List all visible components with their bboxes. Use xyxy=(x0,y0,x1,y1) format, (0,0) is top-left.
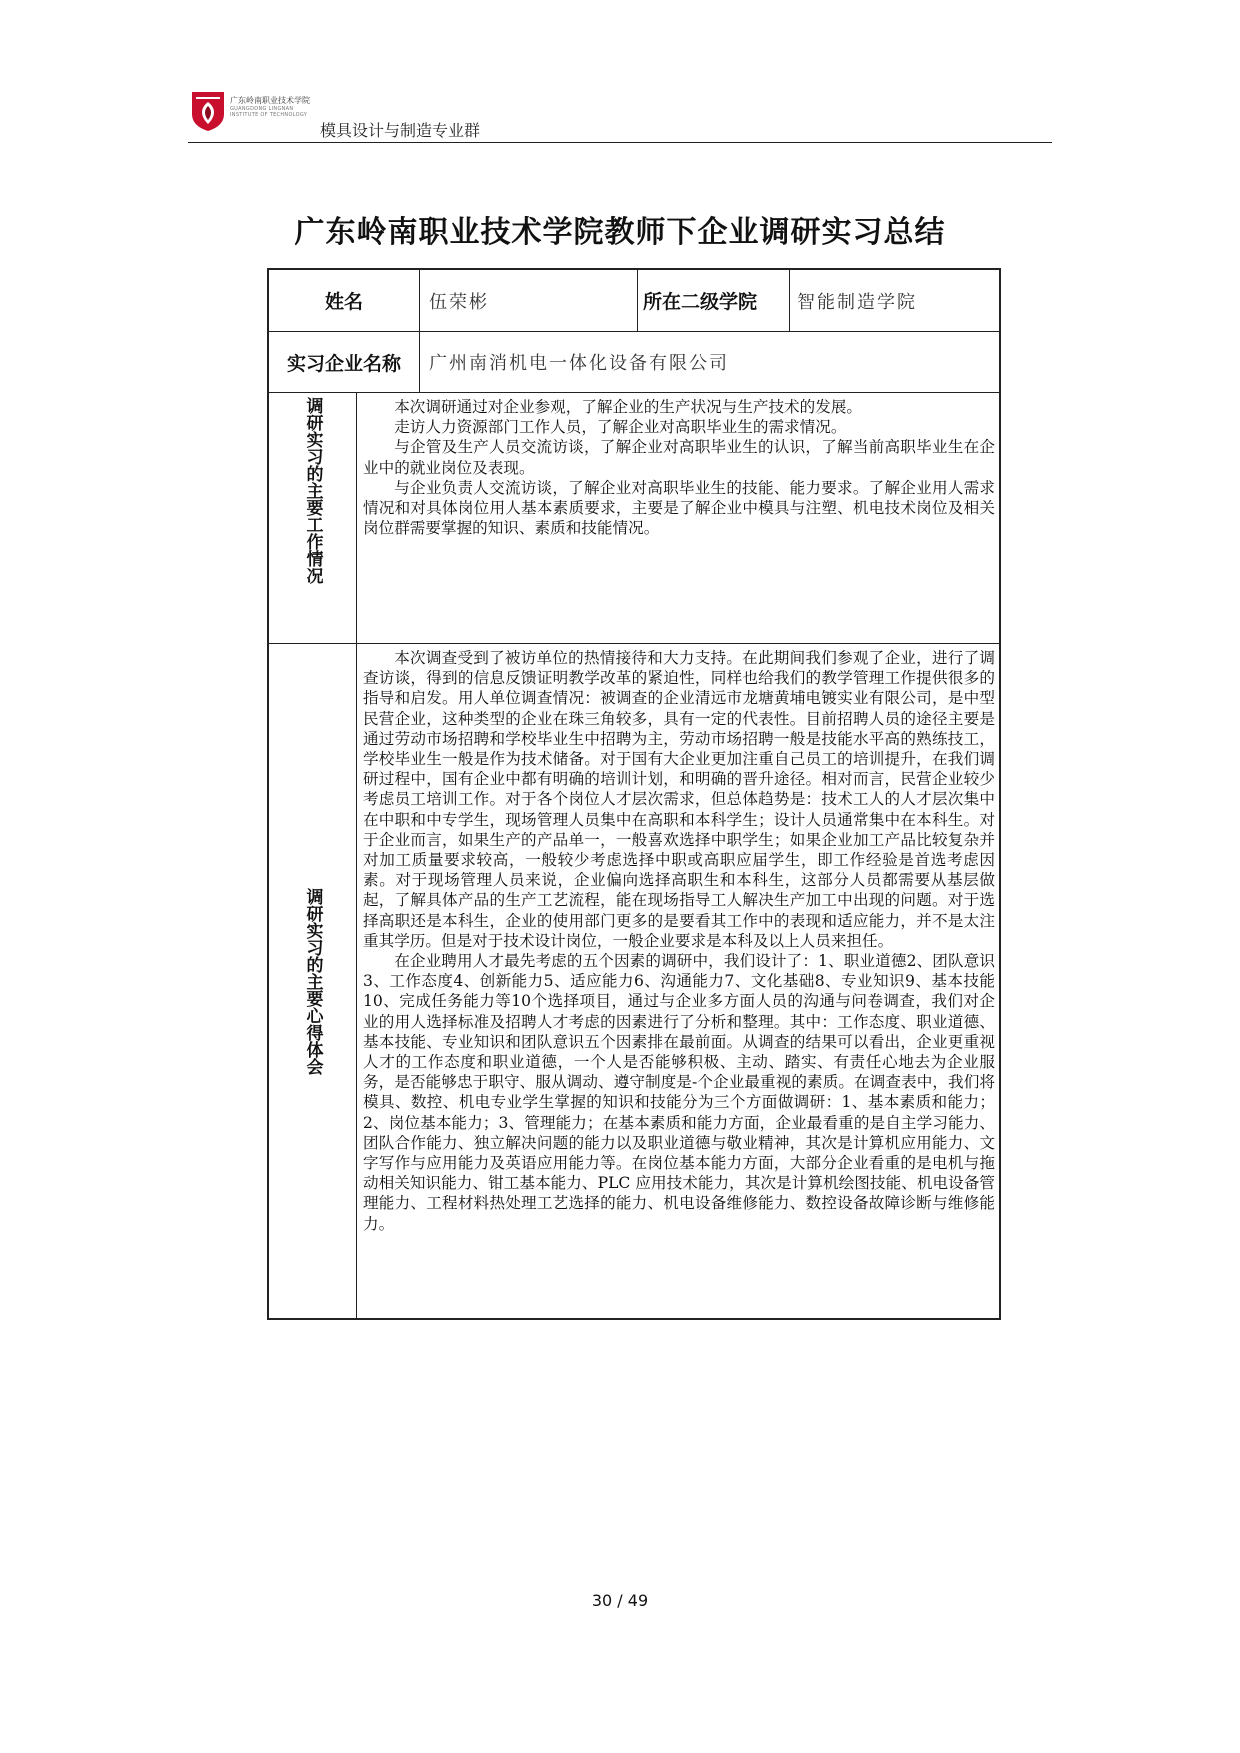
header-school-name xyxy=(230,95,310,118)
college-label: 所在二级学院 xyxy=(643,291,758,313)
name-value: 伍荣彬 xyxy=(429,291,489,313)
work-paragraph: 走访人力资源部门工作人员，了解企业对高职毕业生的需求情况。 xyxy=(394,418,847,437)
experience-section-content xyxy=(363,648,995,1314)
school-name-cn: 广东岭南职业技术学院 xyxy=(230,96,310,105)
row-main-work xyxy=(269,393,999,643)
company-label: 实习企业名称 xyxy=(286,352,401,375)
header-group-name: 模具设计与制造专业群 xyxy=(320,121,481,140)
college-value: 智能制造学院 xyxy=(797,291,917,313)
work-paragraph: 与企业负责人交流访谈，了解企业对高职毕业生的技能、能力要求。了解企业用人需求情况和对具体岗位用人基本素质要求，主要是了解企业中模具与注塑、机电技术岗位及相关岗位群需要掌握的知识、素质和技能情况。 xyxy=(363,478,995,538)
experience-section-label: 调研实习的主要心得体会 xyxy=(302,887,323,1075)
experience-paragraph: 本次调查受到了被访单位的热情接待和大力支持。在此期间我们参观了企业，进行了调查访谈，得到的信息反馈证明教学改革的紧迫性，同样也给我们的教学管理工作提供很多的指导和启发。用人单位调查情况：被调查的企业清远市龙塘黄埔电镀实业有限公司，是中型民营企业，这种类型的企业在珠三角较多，具有一定的代表性。目前招聘人员的途径主要是通过劳动市场招聘和学校毕业生中招聘为主，劳动市场招聘一般是技能水平高的熟练技工，学校毕业生一般是作为技术储备。对于国有大企业更加注重自己员工的培训提升，在我们调研过程中，国有企业中都有明确的培训计划，和明确的晋升途径。相对而言，民营企业较少考虑员工培训工作。对于各个岗位人才层次需求，但总体趋势是：技术工人的人才层次集中在中职和中专学生，现场管理人员集中在高职和本科学生；设计人员通常集中在本科生。对于企业而言，如果生产的产品单一，一般喜欢选择中职学生；如果企业加工产品比较复杂并对加工质量要求较高，一般较少考虑选择中职或高职应届学生，即工作经验是首选考虑因素。对于现场管理人员来说，企业偏向选择高职生和本科生，这部分人员都需要从基层做起，了解具体产品的生产工艺流程，能在现场指导工人解决生产加工中出现的问题。对于选择高职还是本科生，企业的使用部门更多的是要看其工作中的表现和适应能力，并不是太注重其学历。但是对于技术设计岗位，一般企业要求是本科及以上人员来担任。 xyxy=(363,649,995,950)
row-company xyxy=(269,332,999,392)
work-paragraph: 与企管及生产人员交流访谈，了解企业对高职毕业生的认识，了解当前高职毕业生在企业中的就业岗位及表现。 xyxy=(363,438,995,477)
company-value: 广州南消机电一体化设备有限公司 xyxy=(429,353,729,374)
school-name-en-2: INSTITUTE OF TECHNOLOGY xyxy=(230,112,308,118)
document-title: 广东岭南职业技术学院教师下企业调研实习总结 xyxy=(294,215,946,250)
work-section-content xyxy=(363,397,995,637)
header-divider xyxy=(188,142,1052,143)
row-name-college xyxy=(269,270,999,331)
row-experience xyxy=(269,644,999,1318)
work-paragraph: 本次调研通过对企业参观，了解企业的生产状况与生产技术的发展。 xyxy=(394,398,863,416)
school-logo xyxy=(190,90,226,132)
survey-form-table xyxy=(267,268,1001,1320)
school-name-en-1: GUANGDONG LINGNAN xyxy=(230,106,294,112)
work-section-label: 调研实习的主要工作情况 xyxy=(302,397,323,584)
name-label: 姓名 xyxy=(324,291,363,313)
school-emblem-icon xyxy=(190,90,226,132)
experience-paragraph: 在企业聘用人才最先考虑的五个因素的调研中，我们设计了：1、职业道德2、团队意识3、工作态度4、创新能力5、适应能力6、沟通能力7、文化基础8、专业知识9、基本技能10、完成任务能力等10个选择项目，通过与企业多方面人员的沟通与问卷调查，我们对企业的用人选择标准及招聘人才考虑的因素进行了分析和整理。其中：工作态度、职业道德、基本技能、专业知识和团队意识五个因素排在最前面。从调查的结果可以看出，企业更重视人才的工作态度和职业道德，一个人是否能够积极、主动、踏实、有责任心地去为企业服务，是否能够忠于职守、服从调动、遵守制度是-个企业最重视的素质。在调查表中，我们将模具、数控、机电专业学生掌握的知识和技能分为三个方面做调研：1、基本素质和能力；2、岗位基本能力；3、管理能力；在基本素质和能力方面，企业最看重的是自主学习能力、团队合作能力、独立解决问题的能力以及职业道德与敬业精神，其次是计算机应用能力、文字写作与应用能力及英语应用能力等。在岗位基本能力方面，大部分企业看重的是电机与拖动相关知识能力、钳工基本能力、PLC 应用技术能力，其次是计算机绘图技能、机电设备管理能力、工程材料热处理工艺选择的能力、机电设备维修能力、数控设备故障诊断与维修能力。 xyxy=(363,952,995,1233)
page-number: 30 / 49 xyxy=(591,1591,649,1610)
